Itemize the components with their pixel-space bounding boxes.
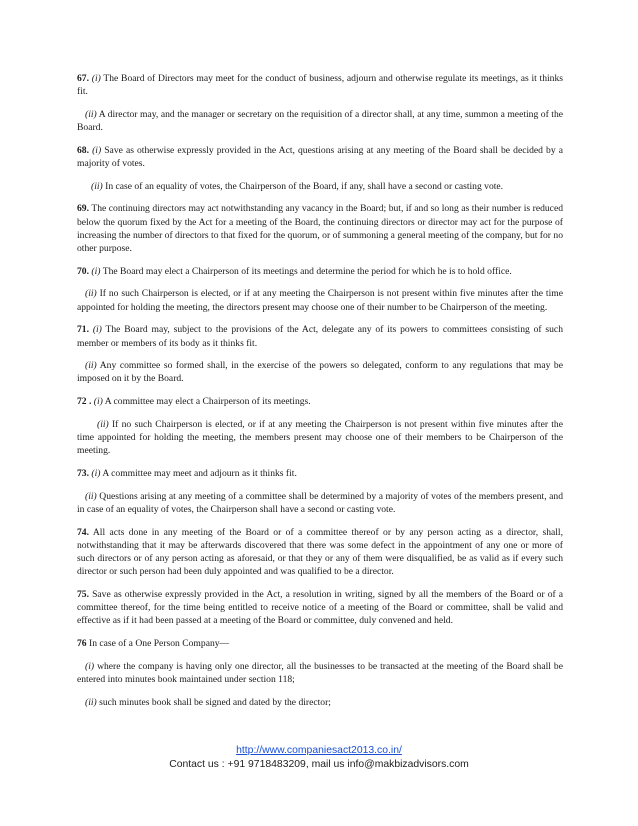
clause-text: Save as otherwise expressly provided in the Act, a resolution in writing, signed by all the members of the Board or of a committee thereof, for the time being entitled to receive notice of a meeting of the Board or committee, shall be valid and effective as if it had been passed at a meeting of the Board or committee, duly convened and held.	[77, 588, 563, 627]
article-number: 68.	[77, 144, 89, 156]
clause-marker: (ii)	[97, 418, 109, 430]
clause-marker: (i)	[91, 467, 101, 479]
para-72-i	[77, 395, 563, 408]
article-number: 73.	[77, 467, 89, 479]
para-67-i	[77, 72, 563, 98]
article-number: 67.	[77, 73, 89, 84]
article-number: 74.	[77, 526, 89, 538]
clause-marker: (i)	[85, 660, 95, 672]
article-number: 70.	[77, 265, 89, 277]
para-68-ii	[77, 180, 563, 193]
page-footer	[0, 744, 638, 772]
clause-text: Any committee so formed shall, in the exercise of the powers so delegated, conform to any regulations that may be imposed on it by the Board.	[77, 360, 563, 385]
clause-marker: (i)	[92, 324, 102, 336]
para-70-i	[77, 265, 563, 278]
clause-text: A director may, and the manager or secretary on the requisition of a director shall, at any time, summon a meeting of the Board.	[77, 108, 564, 134]
para-76-i	[77, 660, 563, 686]
clause-marker: (i)	[91, 265, 101, 277]
clause-text: If no such Chairperson is elected, or if at any meeting the Chairperson is not present within five minutes after the time appointed for holding the meeting, the members present may choose one of their members to be Chairperson of the meeting.	[77, 418, 563, 457]
clause-text: Save as otherwise expressly provided in the Act, questions arising at any meeting of the Board shall be decided by a majority of votes.	[77, 144, 563, 170]
clause-text: such minutes book shall be signed and dated by the director;	[99, 696, 331, 708]
clause-text: A committee may meet and adjourn as it thinks fit.	[102, 467, 297, 479]
clause-text: In case of a One Person Company—	[89, 638, 230, 649]
clause-marker: (ii)	[85, 696, 97, 708]
clause-marker: (i)	[93, 396, 103, 408]
clause-marker: (ii)	[85, 360, 97, 372]
article-number: 72 .	[77, 396, 92, 408]
clause-text: The continuing directors may act notwithstanding any vacancy in the Board; but, if and so long as their number is reduced below the quorum fixed by the Act for a meeting of the Board, the continuing directors or director may act for the purpose of increasing the number of directors to that fixed for the quorum, or of summoning a general meeting of the company, but for no other purpose.	[77, 203, 564, 255]
clause-text: where the company is having only one director, all the businesses to be transacted at the meeting of the Board shall be entered into minutes book maintained under section 118;	[77, 660, 563, 685]
article-number: 75.	[77, 588, 89, 600]
para-76-ii	[77, 696, 563, 709]
clause-marker: (i)	[92, 144, 102, 156]
para-71-ii	[77, 359, 563, 385]
para-70-ii	[77, 287, 563, 313]
clause-marker: (ii)	[85, 288, 97, 300]
clause-text: A committee may elect a Chairperson of its meetings.	[104, 396, 311, 408]
para-68-i	[77, 144, 563, 170]
article-number: 71.	[77, 324, 89, 336]
clause-marker: (ii)	[91, 180, 103, 192]
articles-body	[77, 72, 563, 709]
article-number: 76	[77, 638, 87, 649]
para-74	[77, 526, 563, 579]
clause-text: All acts done in any meeting of the Board or of a committee thereof or by any person acting as a director, shall, notwithstanding that it may be afterwards discovered that there was some defect in the appointment of any one or more of such directors or of any person acting as aforesaid, or that they or any of them were disqualified, be as valid as if every such director or such person had been duly appointed and was qualified to be a director.	[77, 526, 563, 578]
para-73-i	[77, 467, 563, 480]
para-69	[77, 202, 563, 255]
clause-text: The Board may elect a Chairperson of its meetings and determine the period for which he is to hold office.	[102, 265, 512, 277]
clause-text: Questions arising at any meeting of a committee shall be determined by a majority of votes of the members present, and in case of an equality of votes, the Chairperson shall have a second or casting vote.	[77, 490, 563, 515]
clause-text: The Board may, subject to the provisions of the Act, delegate any of its powers to committees consisting of such member or members of its body as it thinks fit.	[77, 324, 563, 349]
clause-text: In case of an equality of votes, the Chairperson of the Board, if any, shall have a second or casting vote.	[105, 180, 504, 192]
para-73-ii	[77, 490, 563, 516]
website-link[interactable]: http://www.companiesact2013.co.in/	[236, 745, 402, 756]
article-number: 69.	[77, 203, 89, 215]
para-67-ii	[77, 108, 563, 134]
contact-line: Contact us : +91 9718483209, mail us info@makbizadvisors.com	[169, 759, 469, 770]
clause-marker: (ii)	[85, 108, 97, 120]
para-71-i	[77, 323, 563, 349]
para-76	[77, 637, 563, 650]
para-72-ii	[77, 418, 563, 458]
para-75	[77, 588, 563, 628]
clause-text: The Board of Directors may meet for the conduct of business, adjourn and otherwise regulate its meetings, as it thinks fit.	[77, 73, 563, 98]
clause-marker: (i)	[91, 73, 101, 84]
clause-marker: (ii)	[85, 490, 97, 502]
clause-text: If no such Chairperson is elected, or if at any meeting the Chairperson is not present within five minutes after the time appointed for holding the meeting, the directors present may choose one of their number to be Chairperson of the meeting.	[77, 288, 563, 313]
